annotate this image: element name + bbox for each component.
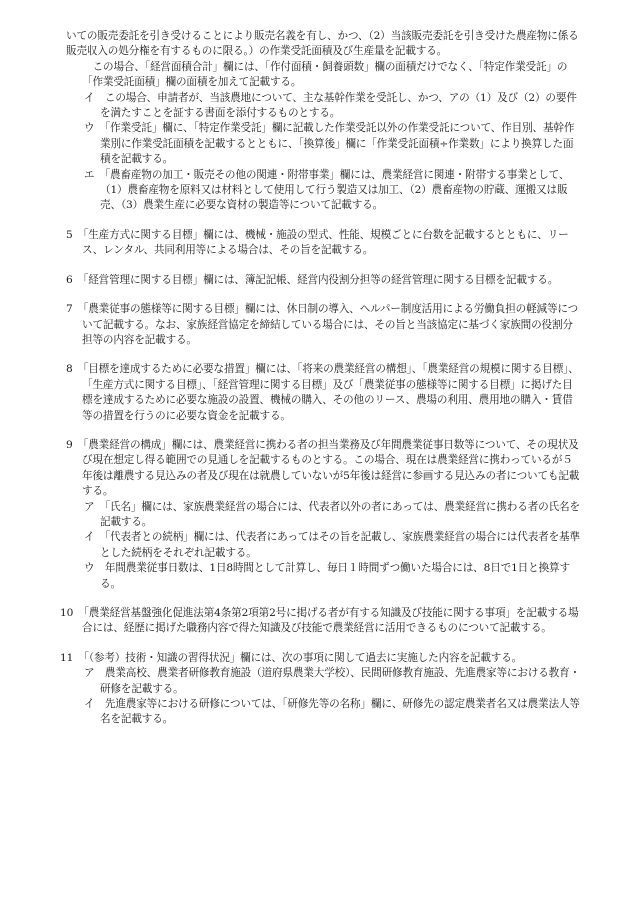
sub-list-4 xyxy=(66,91,582,214)
sub-marker: ウ xyxy=(84,562,95,575)
sub-marker: イ xyxy=(84,698,95,711)
item-number: 11 xyxy=(60,651,74,664)
item-7 xyxy=(66,302,582,348)
item-text: 「生産方式に関する目標」欄には、機械・施設の型式、性能、規模ごとに台数を記載するとともに、リース、レンタル、共同利用等による場合は、その旨を記載する。 xyxy=(82,228,569,257)
item-9-sub-i xyxy=(84,530,582,561)
item-9 xyxy=(66,438,582,500)
sub-marker: ウ xyxy=(84,122,95,135)
item-9-sub-u xyxy=(84,561,582,592)
item-9-sub-a xyxy=(84,500,582,531)
item-6 xyxy=(66,273,582,288)
sub-text: 農業高校、農業者研修教育施設（道府県農業大学校）、民間研修教育施設、先進農家等における教育・研修を記載する。 xyxy=(100,667,581,695)
item-text: 「目標を達成するために必要な措置」欄には、「将来の農業経営の構想」、「農業経営の規模に関する目標」、「生産方式に関する目標」、「経営管理に関する目標」及び「農業従事の態様等に関する目標」に掲げた目標を達成するために必要な施設の設置、機械の購入、その他のリース、農場の利用、農用地の購入・賃借等の措置を行うのに必要な資金を記載する。 xyxy=(82,363,579,422)
continuation-text: いての販売委託を引き受けることにより販売名義を有し、かつ、（2）当該販売委託を引き受けた農産物に係る販売収入の処分権を有するものに限る。）の作業受託面積及び生産量を記載する。 xyxy=(66,30,579,58)
item-number: 8 xyxy=(66,363,73,376)
sub-item-4-e xyxy=(84,168,582,214)
item-text: 「農業従事の態様等に関する目標」欄には、休日制の導入、ヘルパー制度活用による労働負担の軽減等について記載する。なお、家族経営協定を締結している場合には、その旨と当該協定に基づく家族間の役割分担等の内容を記載する。 xyxy=(82,303,579,346)
item-text: 「農業経営の構成」欄には、農業経営に携わる者の担当業務及び年間農業従事日数等について、その現状及び現在想定し得る範囲での見通しを記載するものとする。この場合、現在は農業経営に携わっているが５年後は離農する見込みの者及び現在は就農していないが5年後は経営に参画する見込みの者についても記載する。 xyxy=(82,438,580,498)
sub-item-4-u xyxy=(84,121,582,167)
continuation-note: この場合、「経営面積合計」欄には、「作付面積・飼養頭数」欄の面積だけでなく、「特定作業受託」の「作業受託面積」欄の面積を加えて記載する。 xyxy=(82,60,568,89)
sub-text: 年間農業従事日数は、1日8時間として計算し、毎日１時間ずつ働いた場合には、8日で1日と換算する。 xyxy=(100,562,570,590)
item-11-sub-i xyxy=(84,697,582,728)
sub-text: 先進農家等における研修については、「研修先等の名称」欄に、研修先の認定農業者名又は農業法人等名を記載する。 xyxy=(100,698,580,726)
sub-text: 「農畜産物の加工・販売その他の関連・附帯事業」欄には、農業経営に関連・附帯する事業として、（1）農畜産物を原料又は材料として使用して行う製造又は加工、（2）農畜産物の貯蔵、運搬又は販売、（3）農業生産に必要な資材の製造等について記載する。 xyxy=(100,168,570,212)
sub-marker: エ xyxy=(84,168,95,181)
sub-item-4-i xyxy=(84,91,582,122)
item-number: 5 xyxy=(66,228,73,241)
item-text: 「経営管理に関する目標」欄には、簿記記帳、経営内役割分担等の経営管理に関する目標を記載する。 xyxy=(83,273,559,286)
item-5 xyxy=(66,228,582,259)
sub-text: この場合、申請者が、当該農地について、主な基幹作業を受託し、かつ、アの（1）及び（2）の要件を満たすことを証する書面を添付するものとする。 xyxy=(100,91,577,120)
item-text: 「農業経営基盤強化促進法第4条第2項第2号に掲げる者が有する知識及び技能に関する事項」を記載する場合には、経歴に掲げた職務内容で得た知識及び技能で農業経営に活用できるものについて記載する。 xyxy=(82,607,579,635)
item-number: 9 xyxy=(66,438,73,451)
item-number: 10 xyxy=(60,607,74,619)
item-number: 6 xyxy=(66,273,73,286)
item-10 xyxy=(60,606,582,637)
item-11 xyxy=(60,651,582,666)
item-text: 「（参考）技術・知識の習得状況」欄には、次の事項に関して過去に実施した内容を記載する。 xyxy=(83,651,523,664)
item-11-sub-a xyxy=(84,666,582,697)
sub-text: 「氏名」欄には、家族農業経営の場合には、代表者以外の者にあっては、農業経営に携わる者の氏名を記載する。 xyxy=(100,500,580,528)
sub-marker: イ xyxy=(84,91,95,104)
sub-text: 「代表者との続柄」欄には、代表者にあってはその旨を記載し、家族農業経営の場合には代表者を基準とした続柄をそれぞれ記載する。 xyxy=(100,531,580,559)
sub-marker: ア xyxy=(84,500,95,513)
item-number: 7 xyxy=(66,303,73,316)
sub-text: 「作業受託」欄に、「特定作業受託」欄に記載した作業受託以外の作業受託について、作目別、基幹作業別に作業受託面積を記載するとともに、「換算後」欄に「作業受託面積÷作業数」により換算した面積を記載する。 xyxy=(100,122,575,166)
sub-marker: イ xyxy=(84,531,95,544)
sub-marker: ア xyxy=(84,667,95,680)
item-8 xyxy=(66,362,582,424)
